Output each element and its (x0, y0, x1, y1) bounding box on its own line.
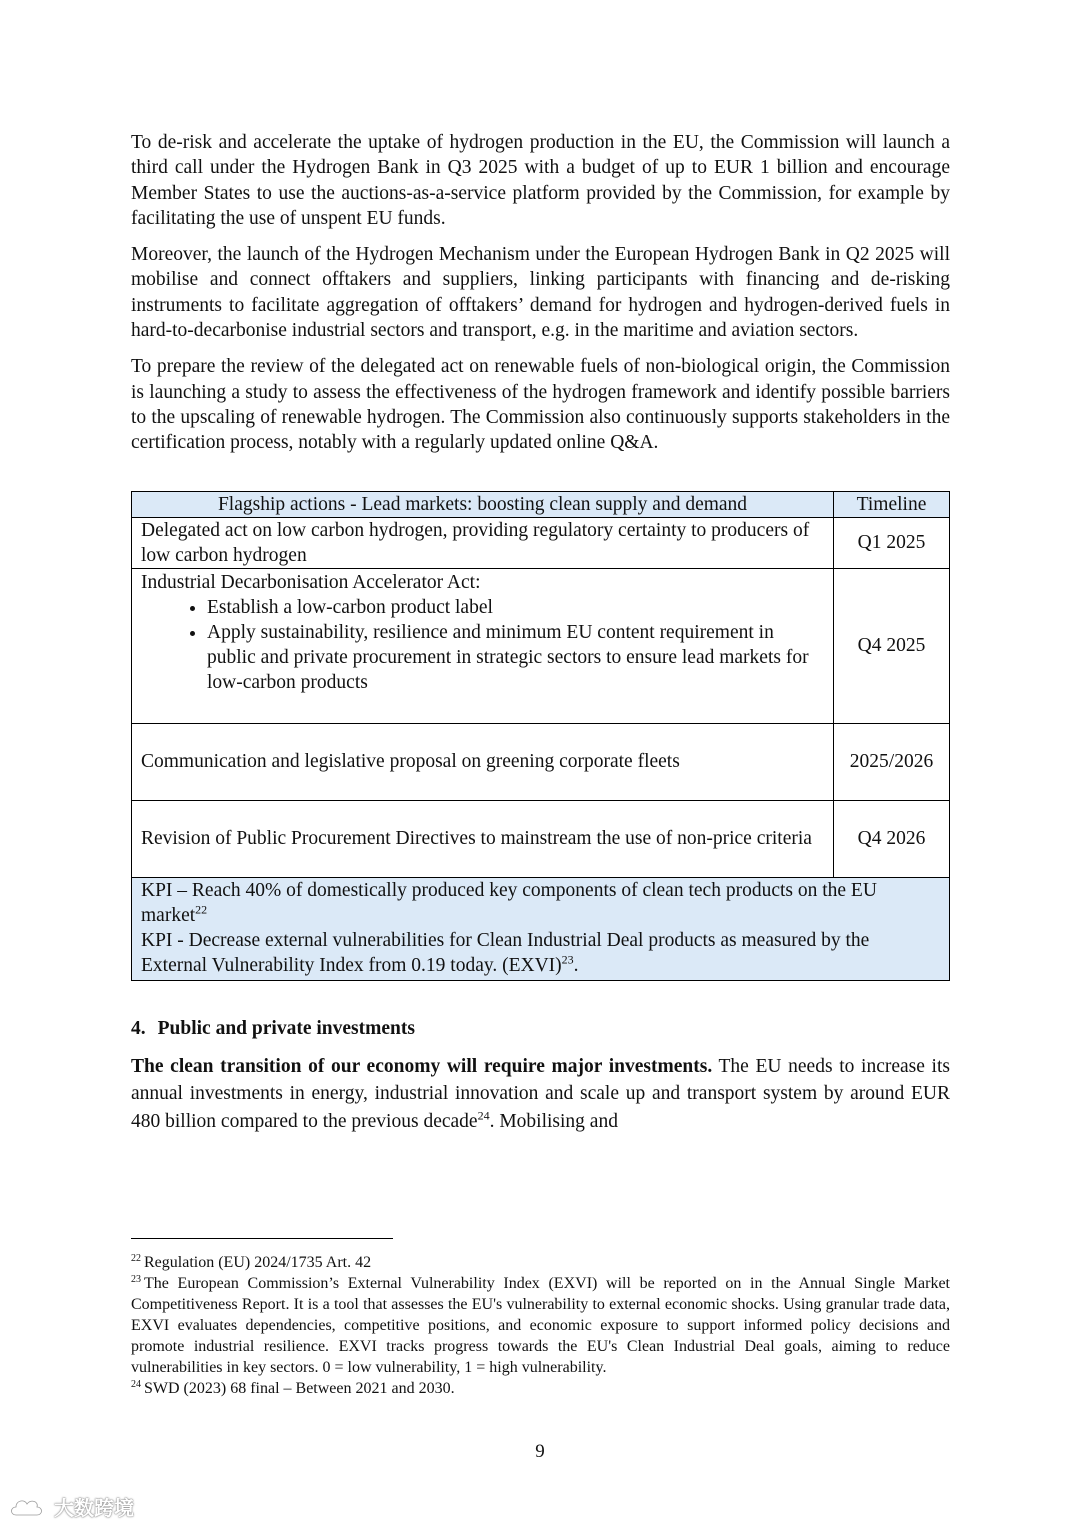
paragraph-hydrogen-mechanism: Moreover, the launch of the Hydrogen Mechanism under the European Hydrogen Bank in Q2 2025 will mobilise and connect offtakers and suppliers, linking participants with financing and de-risking instruments to facilitate aggregation of offtakers’ demand for hydrogen and hydrogen-derived fuels in hard-to-decarbonise industrial sectors and transport, e.g. in the maritime and aviation sectors. (131, 244, 950, 342)
intro-text: The EU needs to increase its annual investments in energy, industrial innovation and scale up and transport system by around EUR 480 billion compared to the previous decade (131, 1055, 950, 1132)
paragraph-delegated-act-review: To prepare the review of the delegated act on renewable fuels of non-biological origin, the Commission is launching a study to assess the effectiveness of the hydrogen framework and identify possible barriers to the upscaling of renewable hydrogen. The Commission also continuously supports stakeholders in the certification process, notably with a regularly updated online Q&A. (131, 356, 950, 454)
footnote-divider (131, 1238, 393, 1239)
page-number: 9 (535, 1441, 545, 1462)
header-timeline: Timeline (834, 491, 950, 517)
bullet-list (141, 595, 824, 695)
section-intro (131, 1053, 950, 1136)
list-item: • Establish a low-carbon product label (207, 595, 824, 620)
intro-tail: . Mobilising and (489, 1110, 618, 1132)
row-action-title: Industrial Decarbonisation Accelerator Act: (141, 571, 481, 593)
page-body (131, 130, 950, 1135)
table-row (132, 800, 950, 877)
row-action (132, 568, 834, 723)
watermark (8, 1492, 134, 1521)
row-timeline: 2025/2026 (834, 723, 950, 800)
table-row (132, 517, 950, 568)
row-timeline: Q4 2025 (834, 568, 950, 723)
kpi-row (132, 877, 950, 980)
section-number: 4. (131, 1017, 146, 1039)
row-action: Revision of Public Procurement Directives to mainstream the use of non-price criteria (132, 800, 834, 877)
cloud-logo-icon (8, 1495, 50, 1519)
intro-bold: The clean transition of our economy will require major investments. (131, 1055, 713, 1077)
footnote: $^{22}$ Regulation (EU) 2024/1735 Art. 42 (131, 1252, 372, 1271)
table-header-row (132, 491, 950, 517)
row-action: Communication and legislative proposal on greening corporate fleets (132, 723, 834, 800)
header-action: Flagship actions - Lead markets: boosting clean supply and demand (132, 491, 834, 517)
table-row (132, 723, 950, 800)
footnote-ref[interactable]: 22 (195, 902, 208, 917)
section-title: Public and private investments (157, 1017, 415, 1039)
footnote-ref[interactable]: 24 (477, 1108, 490, 1123)
footnote: $^{24}$ SWD (2023) 68 final – Between 2021 and 2030. (131, 1378, 455, 1397)
row-action: Delegated act on low carbon hydrogen, providing regulatory certainty to producers of low carbon hydrogen (132, 517, 834, 568)
section-heading (131, 1016, 950, 1041)
kpi-clean-tech: KPI – Reach 40% of domestically produced key components of clean tech products on the EU market$^{22}$ (141, 879, 877, 926)
footnote: $^{23}$ The European Commission’s External Vulnerability Index (EXVI) will be reported on in the Annual Single Market Competitiveness Report. It is a tool that assesses the EU's vulnerability to external economic shocks. Using granular trade data, EXVI evaluates dependencies, competitive positions, and economic exposure to support informed policy decisions and promote industrial resilience. EXVI tracks progress towards the EU's Clean Industrial Deal goals, aiming to reduce vulnerabilities in key sectors. 0 = low vulnerability, 1 = high vulnerability. (131, 1273, 950, 1376)
list-item: • Apply sustainability, resilience and minimum EU content requirement in public and private procurement in strategic sectors to ensure lead markets for low-carbon products (207, 620, 824, 695)
watermark-text: 大数跨境 (54, 1496, 134, 1520)
row-timeline: Q1 2025 (834, 517, 950, 568)
flagship-actions-table (131, 491, 950, 981)
footnote-ref[interactable]: 23 (561, 952, 574, 967)
paragraph-hydrogen-bank: To de-risk and accelerate the uptake of hydrogen production in the EU, the Commission will launch a third call under the Hydrogen Bank in Q3 2025 with a budget of up to EUR 1 billion and encourage Member States to use the auctions-as-a-service platform provided by the Commission, for example by facilitating the use of unspent EU funds. (131, 132, 950, 229)
kpi-vulnerability: KPI - Decrease external vulnerabilities for Clean Industrial Deal products as measured by the External Vulnerability Index from 0.19 today. (EXVI)$^{23}$. (141, 929, 870, 976)
footnotes (131, 1252, 950, 1399)
row-timeline: Q4 2026 (834, 800, 950, 877)
table-row (132, 568, 950, 723)
kpi-cell (132, 877, 950, 980)
